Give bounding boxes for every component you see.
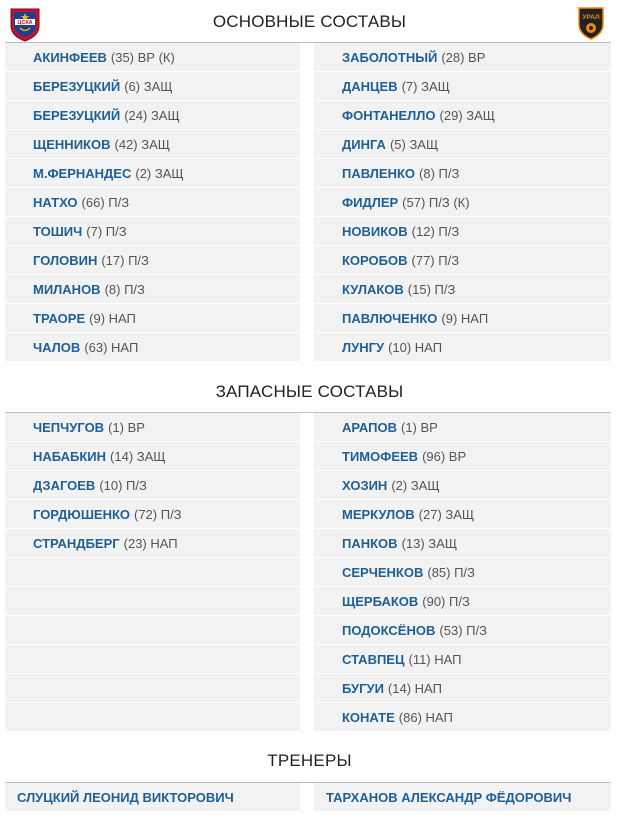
player-row[interactable] [5, 246, 300, 274]
player-number-position: (15) П/З [407, 281, 456, 297]
player-name[interactable]: ЛУНГУ [342, 339, 385, 355]
player-row[interactable] [314, 72, 611, 100]
player-name[interactable]: ТИМОФЕЕВ [342, 448, 419, 464]
player-name[interactable]: НАТХО [33, 194, 78, 210]
player-number-position: (8) П/З [419, 165, 460, 181]
player-row[interactable] [314, 43, 611, 71]
player-name[interactable]: ТРАОРЕ [33, 310, 86, 326]
player-number-position: (14) НАП [387, 680, 442, 696]
player-row[interactable] [5, 43, 300, 71]
player-row[interactable] [314, 304, 611, 332]
player-number-position: (72) П/З [134, 506, 182, 522]
player-name[interactable]: АРАПОВ [342, 419, 397, 435]
player-row[interactable] [314, 500, 611, 528]
player-number-position: (24) ЗАЩ [124, 107, 180, 123]
player-name[interactable]: ЗАБОЛОТНЫЙ [342, 49, 438, 65]
player-name[interactable]: ПОДОКСЁНОВ [342, 622, 436, 638]
player-number-position: (2) ЗАЩ [391, 477, 440, 493]
player-row[interactable] [314, 333, 611, 361]
player-number-position: (86) НАП [398, 709, 453, 725]
player-row[interactable] [314, 246, 611, 274]
player-name[interactable]: ФОНТАНЕЛЛО [342, 107, 436, 123]
player-number-position: (29) ЗАЩ [439, 107, 495, 123]
player-row[interactable] [314, 674, 611, 702]
player-number-position: (42) ЗАЩ [114, 136, 170, 152]
player-name[interactable]: БЕРЕЗУЦКИЙ [33, 78, 121, 94]
home-coach-name[interactable]: СЛУЦКИЙ ЛЕОНИД ВИКТОРОВИЧ [5, 783, 300, 811]
player-row[interactable] [314, 442, 611, 470]
player-number-position: (9) НАП [441, 310, 489, 326]
player-name[interactable]: ГОЛОВИН [33, 252, 98, 268]
player-name[interactable]: ХОЗИН [342, 477, 388, 493]
player-name[interactable]: ДИНГА [342, 136, 386, 152]
svg-text:УРАЛ: УРАЛ [582, 14, 600, 21]
player-number-position: (63) НАП [84, 339, 139, 355]
player-row[interactable] [5, 101, 300, 129]
player-name[interactable]: ЧАЛОВ [33, 339, 81, 355]
substitutes-title: ЗАПАСНЫЕ СОСТАВЫ [215, 382, 404, 401]
player-row[interactable] [314, 130, 611, 158]
player-row[interactable] [5, 72, 300, 100]
player-number-position: (23) НАП [123, 535, 178, 551]
player-number-position: (11) НАП [408, 651, 462, 667]
away-coach-name[interactable]: ТАРХАНОВ АЛЕКСАНДР ФЁДОРОВИЧ [314, 783, 611, 811]
player-row[interactable] [314, 558, 611, 586]
player-name[interactable]: ПАВЛЮЧЕНКО [342, 310, 438, 326]
player-row[interactable] [314, 471, 611, 499]
player-row[interactable] [314, 188, 611, 216]
player-number-position: (10) П/З [99, 477, 147, 493]
coaches-title: ТРЕНЕРЫ [267, 751, 352, 770]
player-row[interactable] [314, 529, 611, 557]
player-number-position: (53) П/З [439, 622, 487, 638]
player-number-position: (9) НАП [89, 310, 136, 326]
player-number-position: (7) ЗАЩ [401, 78, 450, 94]
player-row[interactable] [314, 703, 611, 731]
empty-player-row [5, 645, 300, 673]
svg-text:ЦСКА: ЦСКА [17, 20, 33, 26]
empty-player-row [5, 703, 300, 731]
player-name[interactable]: СЕРЧЕНКОВ [342, 564, 424, 580]
starting-home-list [5, 43, 300, 362]
player-number-position: (6) ЗАЩ [124, 78, 173, 94]
player-number-position: (12) П/З [411, 223, 460, 239]
player-row[interactable] [314, 217, 611, 245]
player-number-position: (1) ВР [400, 419, 438, 435]
player-name[interactable]: НАБАБКИН [33, 448, 107, 464]
player-row[interactable] [314, 413, 611, 441]
player-number-position: (10) НАП [388, 339, 443, 355]
player-name[interactable]: МЕРКУЛОВ [342, 506, 415, 522]
player-number-position: (85) П/З [427, 564, 475, 580]
starting-away-list [314, 43, 611, 362]
player-row[interactable] [314, 645, 611, 673]
player-row[interactable] [5, 130, 300, 158]
player-name[interactable]: ДАНЦЕВ [342, 78, 398, 94]
player-name[interactable]: БУГУИ [342, 680, 384, 696]
player-number-position: (66) П/З [81, 194, 130, 210]
player-name[interactable]: М.ФЕРНАНДЕС [33, 165, 132, 181]
player-name[interactable]: ЩЕРБАКОВ [342, 593, 419, 609]
player-number-position: (57) П/З (К) [402, 194, 470, 210]
player-number-position: (90) П/З [422, 593, 470, 609]
player-number-position: (77) П/З [411, 252, 460, 268]
player-row[interactable] [5, 333, 300, 361]
player-number-position: (28) ВР [441, 49, 486, 65]
player-number-position: (14) ЗАЩ [110, 448, 166, 464]
player-name[interactable]: БЕРЕЗУЦКИЙ [33, 107, 121, 123]
player-row[interactable] [5, 275, 300, 303]
player-row[interactable] [5, 442, 300, 470]
subs-away-list [314, 413, 611, 732]
player-number-position: (7) П/З [86, 223, 127, 239]
player-number-position: (17) П/З [101, 252, 149, 268]
player-name[interactable]: МИЛАНОВ [33, 281, 101, 297]
player-row[interactable] [5, 413, 300, 441]
empty-player-row [5, 674, 300, 702]
player-number-position: (8) П/З [104, 281, 145, 297]
player-name[interactable]: СТРАНДБЕРГ [33, 535, 120, 551]
player-row[interactable] [314, 101, 611, 129]
player-row[interactable] [5, 529, 300, 557]
player-row[interactable] [314, 275, 611, 303]
subs-home-list [5, 413, 300, 732]
player-number-position: (96) ВР [422, 448, 467, 464]
empty-player-row [5, 587, 300, 615]
player-number-position: (35) ВР (К) [110, 49, 175, 65]
player-number-position: (5) ЗАЩ [389, 136, 439, 152]
player-name[interactable]: ГОРДЮШЕНКО [33, 506, 130, 522]
player-name[interactable]: СТАВПЕЦ [342, 651, 405, 667]
player-name[interactable]: ТОШИЧ [33, 223, 83, 239]
player-row[interactable] [314, 587, 611, 615]
player-name[interactable]: КОНАТЕ [342, 709, 395, 725]
player-name[interactable]: ПАВЛЕНКО [342, 165, 416, 181]
player-row[interactable] [5, 159, 300, 187]
empty-player-row [5, 616, 300, 644]
player-name[interactable]: НОВИКОВ [342, 223, 408, 239]
empty-player-row [5, 558, 300, 586]
player-name[interactable]: ЩЕННИКОВ [33, 136, 111, 152]
player-row[interactable] [5, 471, 300, 499]
starting-lineups-title: ОСНОВНЫЕ СОСТАВЫ [212, 12, 407, 31]
player-row[interactable] [5, 188, 300, 216]
player-row[interactable] [5, 304, 300, 332]
player-name[interactable]: ФИДЛЕР [342, 194, 399, 210]
player-name[interactable]: АКИНФЕЕВ [33, 49, 107, 65]
player-name[interactable]: ПАНКОВ [342, 535, 398, 551]
player-row[interactable] [314, 159, 611, 187]
player-number-position: (2) ЗАЩ [135, 165, 184, 181]
player-number-position: (27) ЗАЩ [418, 506, 475, 522]
player-row[interactable] [314, 616, 611, 644]
player-name[interactable]: КОРОБОВ [342, 252, 408, 268]
player-name[interactable]: КУЛАКОВ [342, 281, 404, 297]
player-name[interactable]: ЧЕПЧУГОВ [33, 419, 105, 435]
player-number-position: (1) ВР [108, 419, 145, 435]
player-row[interactable] [5, 217, 300, 245]
player-number-position: (13) ЗАЩ [401, 535, 458, 551]
player-row[interactable] [5, 500, 300, 528]
player-name[interactable]: ДЗАГОЕВ [33, 477, 96, 493]
